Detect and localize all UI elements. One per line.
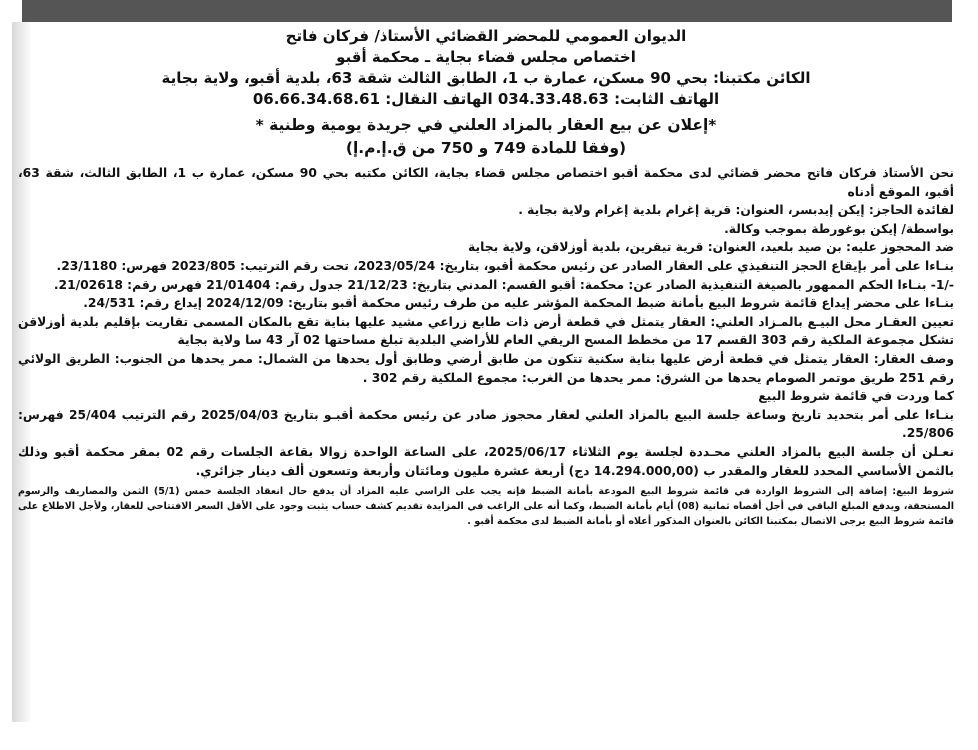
paragraph-deposit: بنـاءا على محضر إيداع قائمة شروط البيع بأمانة ضبط المحكمة المؤشر عليه من طرف رئيس محكمة أقبو بتاريخ: 2024/12/09 إيداع رقم: 24/531. — [83, 296, 954, 311]
paragraph-hearing-order: بنـاءا على أمر بتحديد تاريخ وساعة جلسة البيع بالمزاد العلني لعقار محجوز صادر عن رئيس محكمة أقبـو بتاريخ 2025/04/03 رقم الترتيب 25/404 فهرس: 25/806. — [18, 407, 954, 441]
paragraph-property-description: وصف العقار: العقار يتمثل في قطعة أرض عليها بناية سكنية تتكون من طابق أرضي وطابق أول يحدها من الشمال: ممر يحدها من الجنوب: الطريق الولائي رقم 251 طريق موتمر الصومام يحدها من الشرق: ممر يحدها من الغرب: مجموع الملكية رقم 302 . — [18, 351, 954, 385]
paragraph-bailiff: نحن الأستاذ فركان فاتح محضر قضائي لدى محكمة أقبو اختصاص مجلس قضاء بجاية، الكائن مكتبه بحي 90 مسكن، عمارة ب 1، الطابق الثالث، شقة 63، أقبو، الموقع أدناه — [18, 166, 954, 199]
jurisdiction-line: اختصاص مجلس قضاء بجاية ـ محكمة أقبو — [336, 48, 636, 66]
scan-top-bar — [22, 0, 952, 22]
office-title: الديوان العمومي للمحضر القضائي الأستاذ/ فركان فاتح — [285, 27, 687, 45]
paragraph-seizure-order: بنـاءا على أمر بإيقاع الحجز التنفيذي على العقار الصادر عن رئيس محكمة أقبو، بتاريخ: 2023/05/24، تحت رقم الترتيب: 2023/805 فهرس: 23/1180. — [56, 258, 954, 273]
paragraph-conditions-note: كما وردت في قائمة شروط البيع — [758, 389, 954, 404]
legal-basis: (وفقا للمادة 749 و 750 من ق.إ.م.إ) — [345, 139, 627, 157]
paragraph-sale-announcement: نعـلن أن جلسة البيع بالمزاد العلني محـددة لجلسة يوم الثلاثاء 2025/06/17، على الساعة الواحدة زوالا بقاعة الجلسات رقم 02 بمقر محكمة أقبو وذلك بالثمن الأساسي المحدد للعقار والمقدر ب (14.294.000,00 دج) أربعة عشرة مليون ومائتان وأربعة وتسعون ألف دينار جزائري. — [18, 444, 954, 478]
announcement-title: *إعلان عن بيع العقار بالمزاد العلني في جريدة يومية وطنية * — [255, 116, 717, 134]
announcement-document — [14, 26, 958, 529]
office-address: الكائن مكتبنا: بحي 90 مسكن، عمارة ب 1، الطابق الثالث شقة 63، بلدية أقبو، ولاية بجاية — [161, 69, 811, 87]
paragraph-property-designation: تعيين العقـار محل البيـع بالمـزاد العلني: العقار يتمثل في قطعة أرض ذات طابع زراعي مشيد عليها بناية تقع بالمكان المسمى تقاريت بإقليم بلدية أوزلاقن تشكل مجموعة الملكية رقم 303 القسم 17 من مخطط المسح الريفي العام للأراضي البلدية تبلغ مساحتها 02 آر 43 سا ولاية بجاية — [18, 314, 954, 348]
paragraph-creditor: لفائدة الحاجز: إيكن إيدبسر، العنوان: قرية إغرام بلدية إغرام ولاية بجاية . — [518, 203, 954, 218]
office-phones: الهاتف الثابت: 034.33.48.63 الهاتف النقال: 06.66.34.68.61 — [252, 90, 720, 108]
sale-conditions-footnote: شروط البيع: إضافة إلى الشروط الواردة في قائمة شروط البيع المودعة بأمانة الضبط فإنه يجب على الراسي عليه المزاد أن يدفع حال انعقاد الجلسة خمس (5/1) الثمن والمصاريف والرسوم المستحقة، ويدفع المبلغ الباقي في أجل أقصاه ثمانية (08) أيام بأمانة الضبط، وكما أنه على الراغب في المزايدة تقديم كشف حساب يثبت وجود على الأقل السعر الافتتاحي للعقار، ولأجل الاطلاع على قائمة شروط البيع يرجى الاتصال بمكتبنا الكائن بالعنوان المذكور أعلاه أو بأمانة الضبط لدى محكمة أقبو . — [18, 486, 954, 528]
paragraph-proxy: بواسطة/ إيكن بوغورطة بموجب وكالة. — [724, 221, 954, 236]
paragraph-debtor: ضد المحجوز عليه: بن صيد بلعيد، العنوان: قرية تيقرين، بلدية أوزلاقن، ولاية بجاية — [468, 240, 954, 255]
paragraph-judgment: -/1- بنـاءا الحكم الممهور بالصيغة التنفيذية الصادر عن: محكمة: أقبو القسم: المدني بتاريخ: 21/12/23 جدول رقم: 21/01404 فهرس رقم: 21/02618. — [53, 277, 954, 292]
